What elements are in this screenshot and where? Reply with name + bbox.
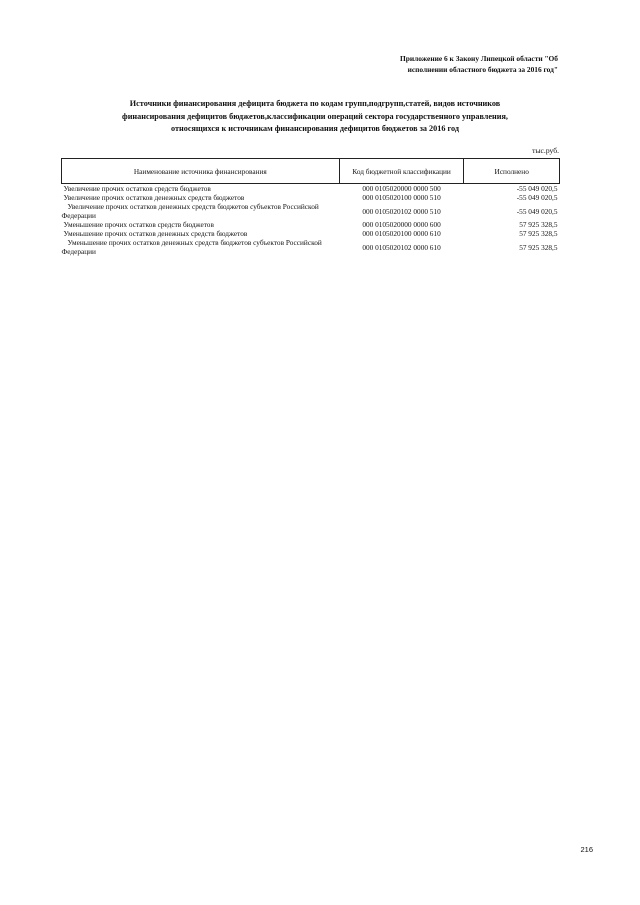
table-row <box>62 202 560 220</box>
table-row <box>62 193 560 202</box>
row-value: 57 925 328,5 <box>519 242 558 252</box>
column-header-name: Наименование источника финансирования <box>62 159 340 184</box>
financing-sources-table <box>61 158 560 256</box>
table-row <box>62 229 560 238</box>
document-title <box>70 98 560 136</box>
table-row <box>62 238 560 256</box>
row-code: 000 0105020102 0000 510 <box>362 206 441 216</box>
appendix-line-1: Приложение 6 к Закону Липецкой области "Об <box>400 54 558 63</box>
page-number: 216 <box>580 845 593 854</box>
row-name: Уменьшение прочих остатков средств бюджетов <box>63 220 214 229</box>
appendix-line-2: исполнении областного бюджета за 2016 год" <box>407 65 558 74</box>
units-label: тыс.руб. <box>532 146 559 155</box>
row-code: 000 0105020100 0000 610 <box>362 229 441 238</box>
column-header-executed: Исполнено <box>464 159 560 184</box>
row-value: -55 049 020,5 <box>516 193 558 202</box>
row-code: 000 0105020102 0000 610 <box>362 242 441 252</box>
appendix-reference <box>338 53 558 75</box>
row-value: -55 049 020,5 <box>516 184 558 193</box>
row-value: 57 925 328,5 <box>519 220 558 229</box>
table-row <box>62 220 560 229</box>
row-name: Увеличение прочих остатков средств бюджетов <box>63 184 211 193</box>
row-name: Увеличение прочих остатков денежных средств бюджетов субъектов Российской Федерации <box>61 202 319 220</box>
row-value: 57 925 328,5 <box>519 229 558 238</box>
table-header-row <box>62 159 560 184</box>
column-header-code: Код бюджетной классификации <box>339 159 464 184</box>
row-name: Уменьшение прочих остатков денежных средств бюджетов <box>63 229 248 238</box>
row-code: 000 0105020000 0000 600 <box>362 220 441 229</box>
title-line-2: финансирования дефицитов бюджетов,классификации операций сектора государственного управления, <box>122 111 508 121</box>
row-code: 000 0105020100 0000 510 <box>362 193 441 202</box>
row-code: 000 0105020000 0000 500 <box>362 184 441 193</box>
row-value: -55 049 020,5 <box>516 206 558 216</box>
title-line-1: Источники финансирования дефицита бюджета по кодам групп,подгрупп,статей, видов источников <box>129 99 501 108</box>
title-line-3: относящихся к источникам финансирования дефицитов бюджетов за 2016 год <box>171 124 459 133</box>
row-name: Увеличение прочих остатков денежных средств бюджетов <box>63 193 245 202</box>
row-name: Уменьшение прочих остатков денежных средств бюджетов субъектов Российской Федерации <box>61 238 322 256</box>
table-row <box>62 184 560 194</box>
